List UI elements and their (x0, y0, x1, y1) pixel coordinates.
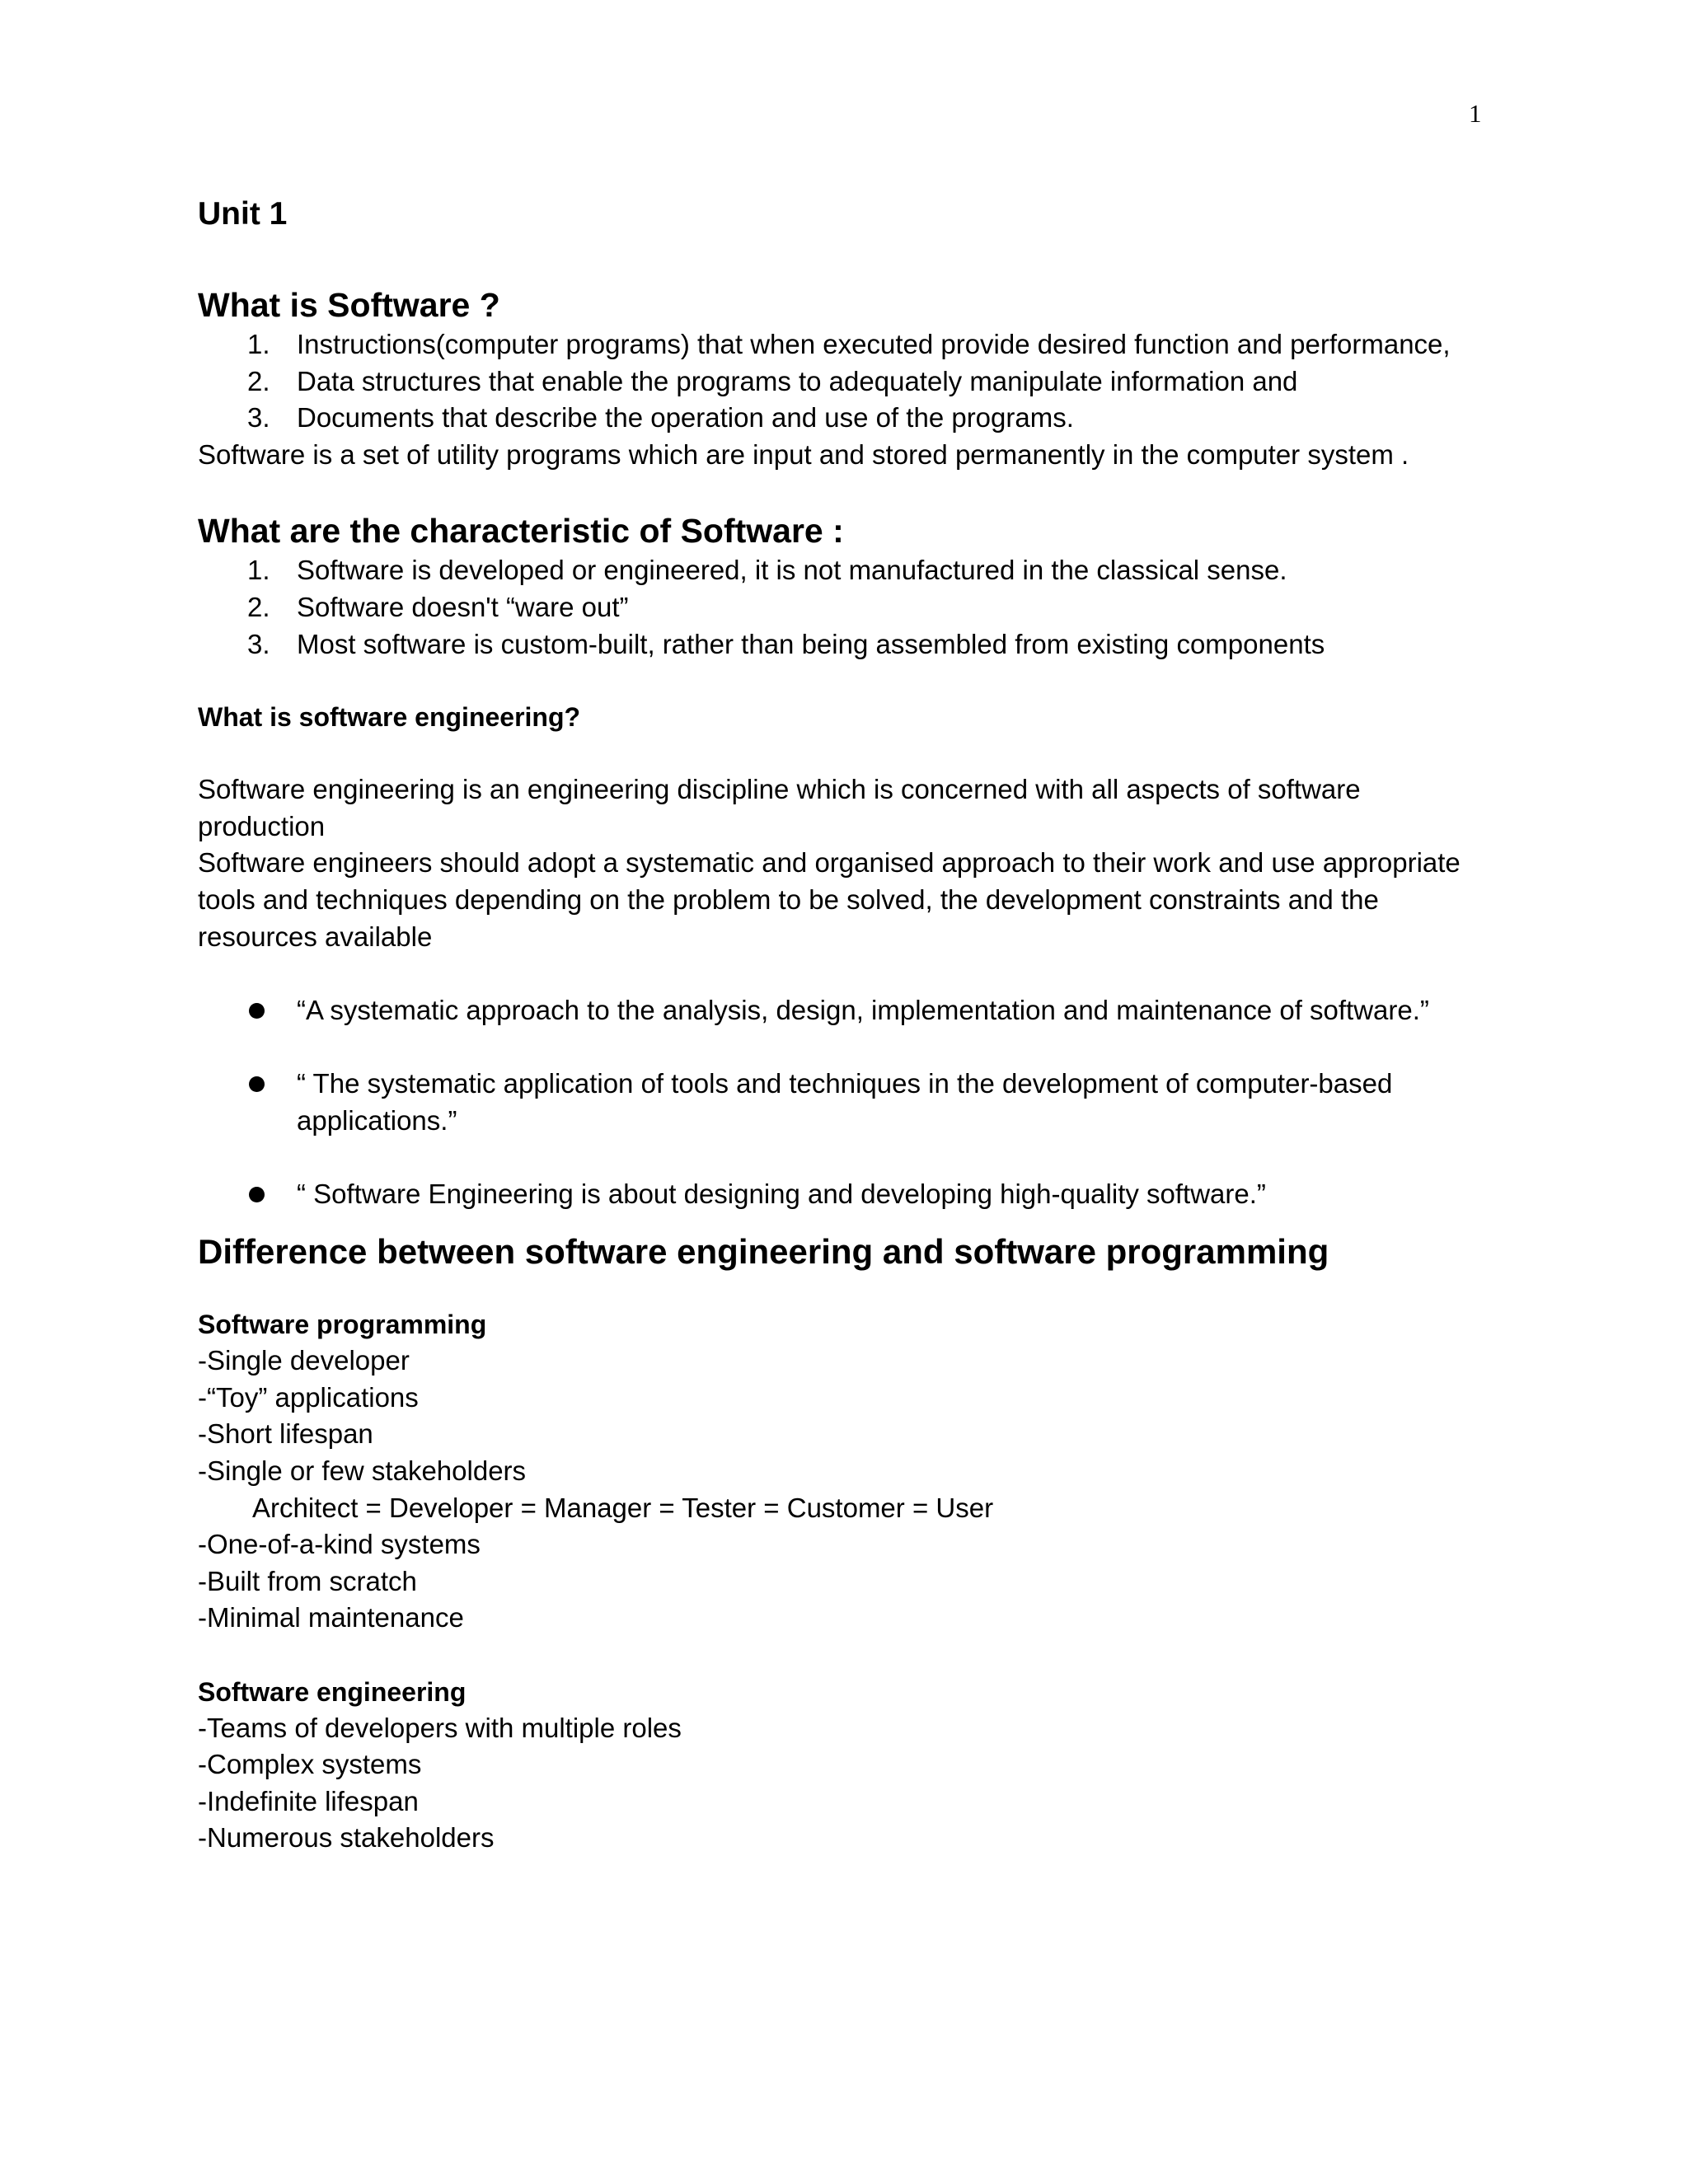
roles-line: Architect = Developer = Manager = Tester = Customer = User (252, 1492, 994, 1523)
bullet-item (198, 992, 1484, 1029)
section-heading: What is software engineering? (198, 702, 581, 733)
bullet-item (198, 1066, 1484, 1139)
section-heading: What is Software ? (198, 286, 500, 324)
list-item: -Single developer (198, 1345, 410, 1376)
list-item-text: Data structures that enable the programs to adequately manipulate information and (297, 365, 1298, 396)
section-difference (198, 1230, 1484, 1857)
list-item-text: Most software is custom-built, rather than being assembled from existing components (297, 628, 1325, 659)
list-item (198, 626, 1484, 663)
list-item (198, 400, 1484, 437)
list-item (198, 589, 1484, 626)
list-item: -Single or few stakeholders (198, 1455, 527, 1487)
list-item: -One-of-a-kind systems (198, 1529, 481, 1560)
bullet-list (198, 992, 1484, 1213)
section-software-engineering (198, 699, 1484, 1212)
list-item: -Short lifespan (198, 1418, 373, 1450)
engineering-list (198, 1674, 1484, 1857)
list-number: 3. (247, 628, 270, 659)
paragraph: Software engineers should adopt a systematic and organised approach to their work and use appropriate tools and techniques depending on the problem to be solved, the development constraints and the resources available (198, 847, 1461, 952)
list-item (198, 363, 1484, 401)
section-heading: What are the characteristic of Software : (198, 512, 844, 551)
numbered-list (198, 326, 1484, 437)
list-item: -“Toy” applications (198, 1381, 419, 1413)
list-item-text: Software is developed or engineered, it is not manufactured in the classical sense. (297, 555, 1287, 586)
list-item: -Numerous stakeholders (198, 1822, 495, 1854)
programming-list (198, 1306, 1484, 1637)
bullet-text: “ Software Engineering is about designing and developing high-quality software.” (297, 1178, 1266, 1209)
bullet-icon (249, 1003, 265, 1019)
list-item: -Teams of developers with multiple roles (198, 1712, 682, 1743)
list-item-text: Documents that describe the operation and use of the programs. (297, 402, 1074, 434)
list-item: -Complex systems (198, 1749, 422, 1780)
list-item-text: Software doesn't “ware out” (297, 591, 629, 622)
list-number: 2. (247, 365, 270, 396)
list-number: 1. (247, 329, 270, 359)
subheading: Software engineering (198, 1676, 467, 1707)
bullet-icon (249, 1076, 265, 1092)
subheading: Software programming (198, 1310, 487, 1340)
unit-title: Unit 1 (198, 196, 288, 232)
list-item: -Indefinite lifespan (198, 1785, 419, 1816)
list-number: 1. (247, 555, 270, 586)
list-number: 3. (247, 402, 270, 434)
page-content (198, 194, 1484, 1857)
software-summary: Software is a set of utility programs which are input and stored permanently in the computer system . (198, 438, 1409, 470)
numbered-list (198, 552, 1484, 663)
page-number: 1 (1469, 99, 1482, 128)
list-item (198, 552, 1484, 589)
bullet-item (198, 1176, 1484, 1213)
list-number: 2. (247, 591, 270, 622)
section-heading: Difference between software engineering and software programming (198, 1232, 1329, 1272)
list-item: -Minimal maintenance (198, 1602, 464, 1633)
paragraph: Software engineering is an engineering discipline which is concerned with all aspects of software production (198, 774, 1361, 841)
bullet-text: “A systematic approach to the analysis, design, implementation and maintenance of software.” (297, 994, 1429, 1025)
section-characteristics (198, 509, 1484, 663)
bullet-text: “ The systematic application of tools and techniques in the development of computer-based applications.” (297, 1067, 1393, 1136)
list-item: -Built from scratch (198, 1565, 417, 1596)
list-item (198, 326, 1484, 363)
bullet-icon (249, 1187, 265, 1202)
section-what-is-software (198, 284, 1484, 473)
list-item-text: Instructions(computer programs) that when executed provide desired function and performance, (297, 329, 1451, 359)
